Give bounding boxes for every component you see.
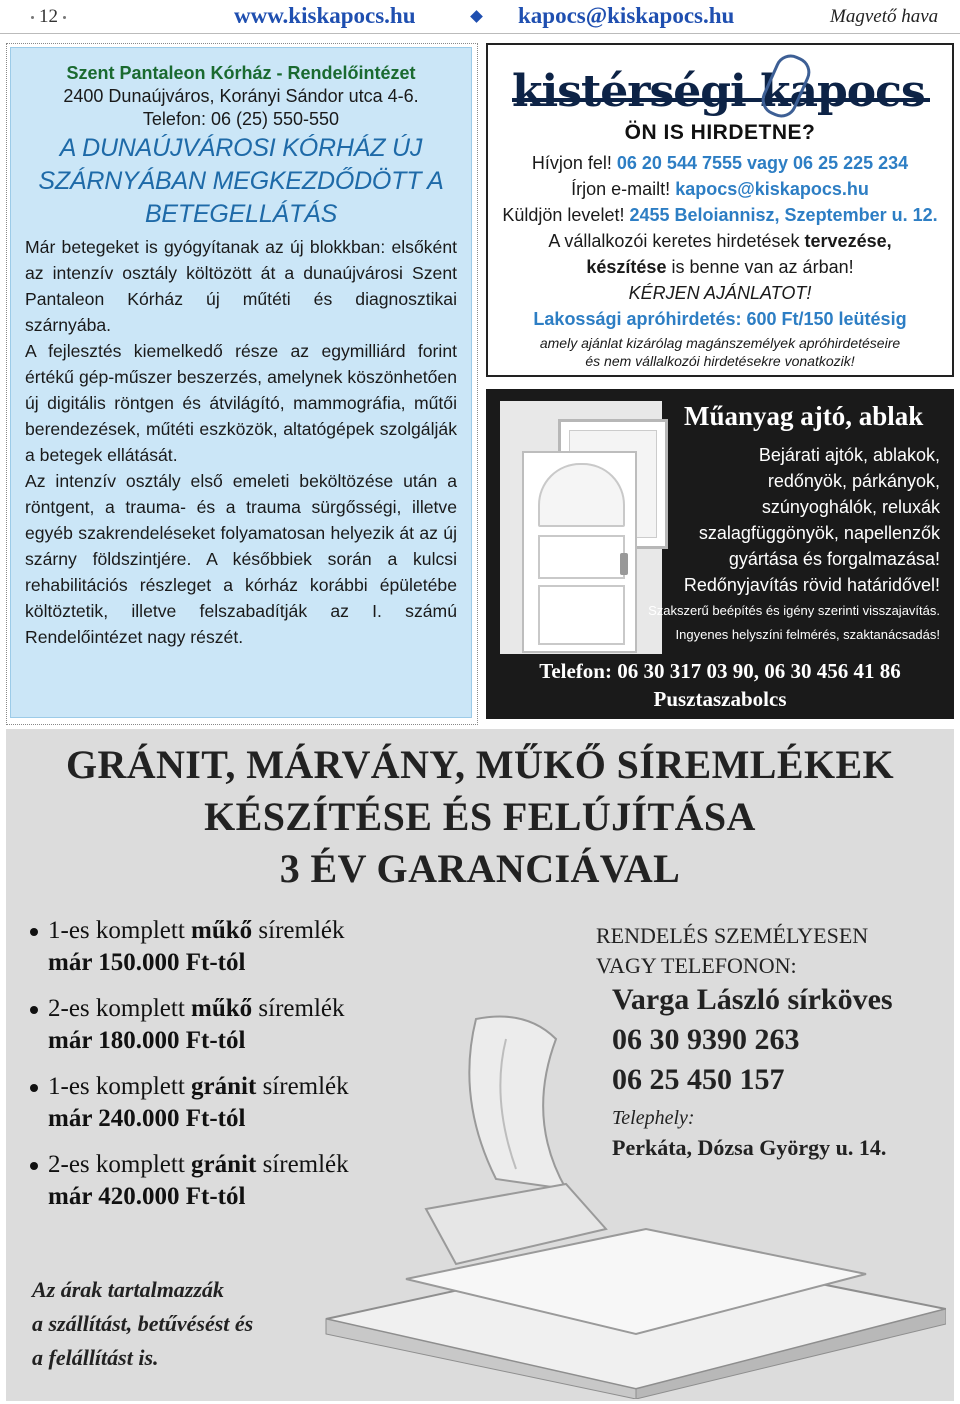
price-line: készítése is benne van az árban!: [586, 257, 854, 277]
window-ad-line: Bejárati ajtók, ablakok,: [758, 445, 940, 465]
company-phone[interactable]: 06 30 9390 263: [612, 1023, 800, 1056]
hospital-article: [10, 47, 472, 718]
tomb-headline: 3 ÉV GARANCIÁVAL: [279, 846, 681, 891]
tombstone-advertisement: [6, 729, 954, 1401]
door-image: [522, 451, 637, 653]
note-line: amely ajánlat kizárólag magánszemélyek apróhirdetéseire: [539, 335, 901, 351]
page-number: 12: [26, 6, 71, 28]
tombstone-image: [306, 979, 946, 1399]
window-ad-small: Ingyenes helyszíni felmérés, szaktanácsadás!: [675, 627, 940, 642]
article-paragraph: Már betegeket is gyógyítanak az új blokkban: elsőként az intenzív osztály költözött át a dunaújvárosi Szent Pantaleon Kórház új műtéti és diagnosztikai szárnyába.: [25, 237, 457, 335]
hospital-phone: Telefon: 06 (25) 550-550: [142, 109, 340, 129]
order-label: RENDELÉS SZEMÉLYESEN: [596, 923, 869, 948]
tomb-headline: GRÁNIT, MÁRVÁNY, MŰKŐ SÍREMLÉKEK: [65, 742, 895, 787]
window-ad-place: Pusztaszabolcs: [653, 687, 787, 711]
window-ad-phone: Telefon: 06 30 317 03 90, 06 30 456 41 86: [539, 659, 901, 683]
site-label: Telephely:: [612, 1107, 695, 1129]
bullet-icon: [30, 928, 38, 936]
price-item: 2-es komplett műkő síremlék már 180.000 Ft-tól: [30, 993, 345, 1057]
window-ad-line: Redőnyjavítás rövid határidővel!: [683, 575, 940, 595]
company-name: Varga László sírköves: [612, 983, 893, 1016]
email-link[interactable]: kapocs@kiskapocs.hu: [518, 3, 735, 28]
note-line: és nem vállalkozói hirdetésekre vonatkozik!: [585, 353, 855, 369]
price-note: Az árak tartalmazzák: [32, 1277, 224, 1302]
bullet-icon: [30, 1162, 38, 1170]
window-ad-line: szúnyoghálók, reluxák: [761, 497, 940, 517]
site-address: Perkáta, Dózsa György u. 14.: [612, 1135, 887, 1160]
price-item: 2-es komplett gránit síremlék már 420.000 Ft-tól: [30, 1149, 349, 1213]
window-ad-line: szalagfüggönyök, napellenzők: [698, 523, 940, 543]
article-paragraph: A fejlesztés kiemelkedő része az egymilliárd forint értékű gép-műszer beszerzés, amelynek köszönhetően új digitális röntgen és átvilágító, mammográfia, műtői berendezések, műtéti eszközök, altatógépek szolgálják a betegek ellátását.: [25, 341, 457, 465]
window-door-advertisement: [486, 389, 954, 719]
article-paragraph: Az intenzív osztály első emeleti beköltözése után a röntgent, a trauma- és a trauma sürgősségi, illetve egyéb szakrendeléseket folyamatosan helyezik át az új szárny földszintjére. A későbbiek során a kulcsi rehabilitációs részleget a kórház korábbi épületébe költöztetik, illetve felszabadítják az I. számú Rendelőintézet nagy részét.: [25, 471, 457, 647]
logo-text: kistérségi kapocs: [512, 66, 925, 117]
price-item: 1-es komplett műkő síremlék már 150.000 Ft-tól: [30, 915, 345, 979]
window-ad-line: gyártása és forgalmazása!: [728, 549, 940, 569]
header-rule: [0, 33, 960, 34]
hospital-address: 2400 Dunaújváros, Korányi Sándor utca 4-6.: [63, 86, 419, 106]
price-note: a felállítást is.: [32, 1345, 159, 1370]
bullet-icon: [30, 1084, 38, 1092]
website-link[interactable]: www.kiskapocs.hu: [234, 3, 416, 28]
tomb-headline: KÉSZÍTÉSE ÉS FELÚJÍTÁSA: [204, 794, 756, 839]
issue-label: Magvető hava: [830, 6, 939, 27]
mail-line: Írjon e-mailt! kapocs@kiskapocs.hu: [571, 179, 869, 199]
ad-question: ÖN IS HIRDETNE?: [624, 121, 816, 144]
window-ad-title: Műanyag ajtó, ablak: [684, 401, 924, 431]
window-ad-line: redőnyök, párkányok,: [767, 471, 940, 491]
price-item: 1-es komplett gránit síremlék már 240.000 Ft-tól: [30, 1071, 349, 1135]
kapocs-logo: [512, 54, 930, 124]
call-line: Hívjon fel! 06 20 544 7555 vagy 06 25 225 234: [531, 153, 909, 173]
bullet-icon: [30, 1006, 38, 1014]
article-headline: A DUNAÚJVÁROSI KÓRHÁZ ÚJ SZÁRNYÁBAN MEGKEZDŐDÖTT A BETEGELLÁTÁS: [38, 134, 444, 228]
letter-line: Küldjön levelet! 2455 Beloiannisz, Szeptember u. 12.: [502, 205, 938, 225]
hospital-name: Szent Pantaleon Kórház - Rendelőintézet: [66, 63, 416, 83]
design-line: A vállalkozói keretes hirdetések tervezése,: [548, 231, 892, 251]
offer-line: KÉRJEN AJÁNLATOT!: [628, 283, 812, 303]
price-note: a szállítást, betűvésést és: [32, 1311, 254, 1336]
product-photo: [500, 401, 662, 654]
window-ad-small: Szakszerű beépítés és igény szerinti visszajavítás.: [648, 603, 940, 618]
diamond-separator-icon: [470, 10, 483, 23]
company-phone[interactable]: 06 25 450 157: [612, 1063, 785, 1096]
classified-line: Lakossági apróhirdetés: 600 Ft/150 leütésig: [533, 309, 907, 329]
order-label: VAGY TELEFONON:: [596, 953, 797, 978]
